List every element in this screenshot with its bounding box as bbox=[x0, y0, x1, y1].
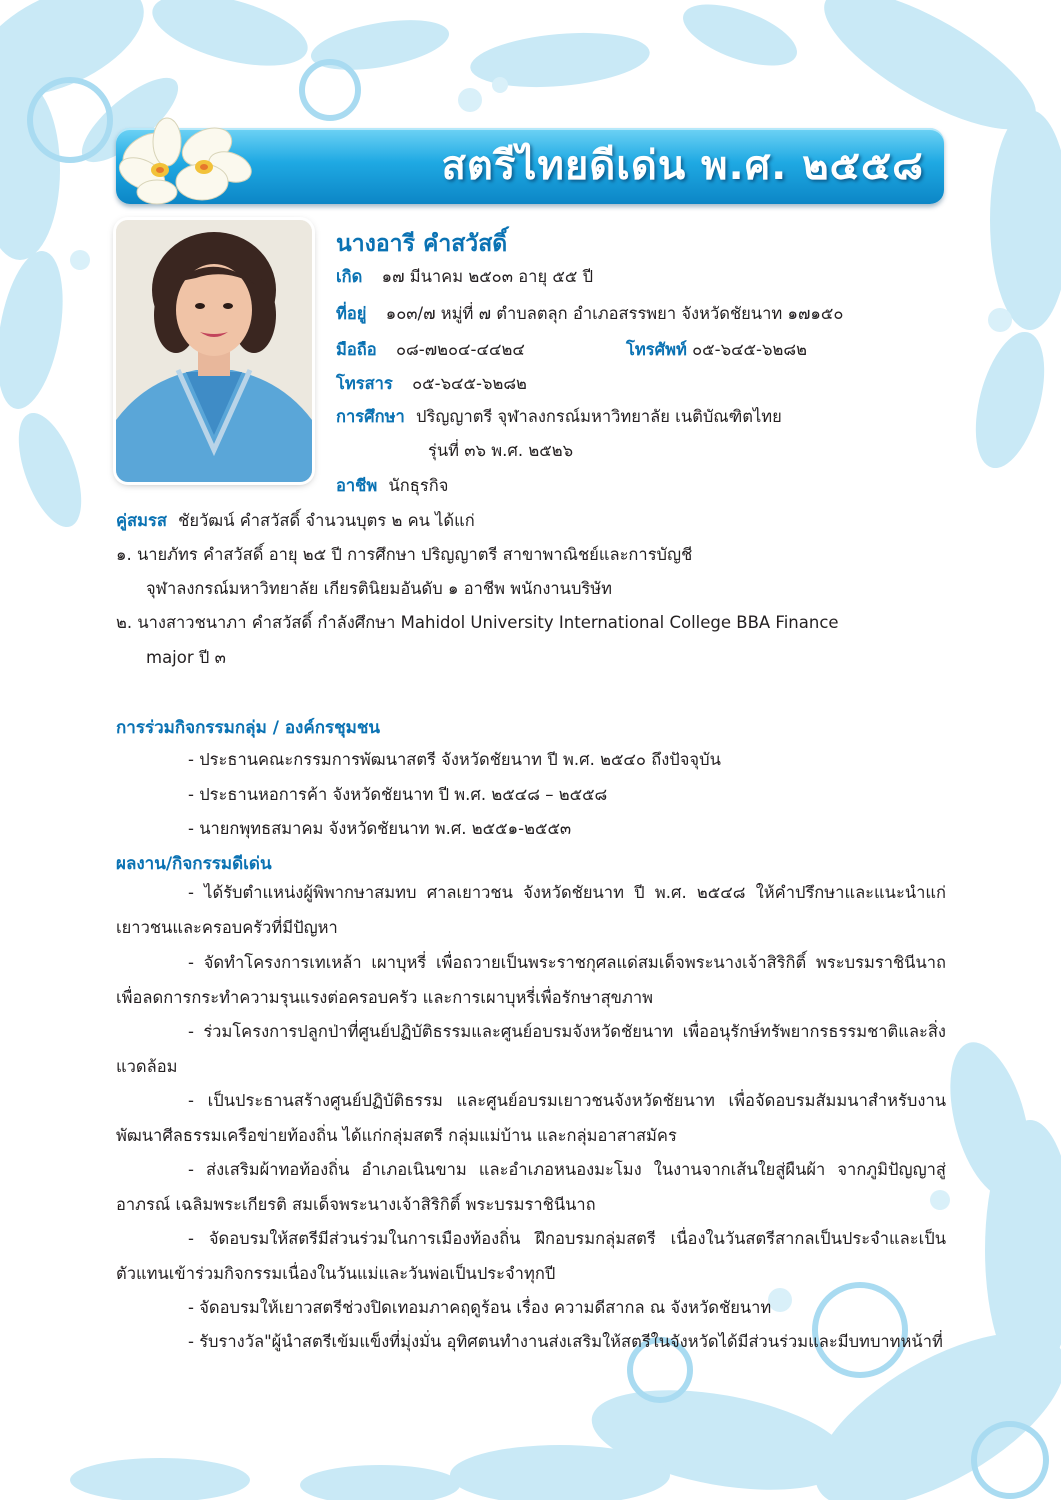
achievement-item: - รับรางวัล"ผู้นำสตรีเข้มแข็งที่มุ่งมั่น อุทิศตนทำงานส่งเสริมให้สตรีในจังหวัดได้มีส่วนร่วมและมีบทบาทหน้าที่ bbox=[188, 1332, 943, 1351]
portrait-photo bbox=[116, 220, 312, 482]
community-heading: การร่วมกิจกรรมกลุ่ม / องค์กรชุมชน bbox=[116, 718, 381, 738]
achievements-heading: ผลงาน/กิจกรรมดีเด่น bbox=[116, 854, 272, 874]
page-title: สตรีไทยดีเด่น พ.ศ. ๒๕๕๘ bbox=[441, 143, 924, 189]
address-row bbox=[336, 302, 843, 326]
fax-row bbox=[336, 372, 527, 396]
fax-label: โทรสาร bbox=[336, 374, 393, 393]
spouse-label: คู่สมรส bbox=[116, 511, 167, 530]
community-item: - นายกพุทธสมาคม จังหวัดชัยนาท พ.ศ. ๒๕๕๑-๒๕๕๓ bbox=[188, 819, 572, 838]
education-label: การศึกษา bbox=[336, 407, 405, 426]
education-value-2: รุ่นที่ ๓๖ พ.ศ. ๒๕๒๖ bbox=[428, 441, 574, 460]
achievement-item: - จัดทำโครงการเทเหล้า เผาบุหรี่ เพื่อถวายเป็นพระราชกุศลแด่สมเด็จพระนางเจ้าสิริกิติ์ พระบรมราชินีนาถ เพื่อลดการกระทำความรุนแรงต่อครอบครัว และการเผาบุหรี่เพื่อรักษาสุขภาพ bbox=[116, 953, 946, 1007]
address-label: ที่อยู่ bbox=[336, 304, 367, 323]
birth-row bbox=[336, 265, 593, 289]
birth-value: ๑๗ มีนาคม ๒๕๐๓ อายุ ๕๕ ปี bbox=[381, 267, 594, 286]
address-value: ๑๐๓/๗ หมู่ที่ ๗ ตำบลตลุก อำเภอสรรพยา จังหวัดชัยนาท ๑๗๑๕๐ bbox=[385, 304, 844, 323]
child-2-line-2: major ปี ๓ bbox=[146, 648, 226, 667]
education-row bbox=[336, 405, 782, 429]
community-item: - ประธานหอการค้า จังหวัดชัยนาท ปี พ.ศ. ๒๕๔๘ – ๒๕๕๘ bbox=[188, 785, 608, 804]
person-name: นางอารี คำสวัสดิ์ bbox=[336, 231, 508, 257]
achievement-item: - ร่วมโครงการปลูกป่าที่ศูนย์ปฏิบัติธรรมและศูนย์อบรมจังหวัดชัยนาท เพื่ออนุรักษ์ทรัพยากรธรรมชาติและสิ่งแวดล้อม bbox=[116, 1022, 946, 1076]
fax-value: ๐๕-๖๔๕-๖๒๘๒ bbox=[412, 374, 527, 393]
mobile-value: ๐๘-๗๒๐๔-๔๔๒๔ bbox=[395, 340, 525, 359]
person-portrait-icon bbox=[116, 220, 312, 482]
achievement-item: - เป็นประธานสร้างศูนย์ปฏิบัติธรรม และศูนย์อบรมเยาวชนจังหวัดชัยนาท เพื่อจัดอบรมสัมมนาสำหรับงานพัฒนาศีลธรรมเครือข่ายท้องถิ่น ได้แก่กลุ่มสตรี กลุ่มแม่บ้าน และกลุ่มอาสาสมัคร bbox=[116, 1091, 946, 1145]
phone-value: ๐๕-๖๔๕-๖๒๘๒ bbox=[692, 340, 807, 359]
education-value-1: ปริญญาตรี จุฬาลงกรณ์มหาวิทยาลัย เนติบัณฑิตไทย bbox=[415, 407, 782, 426]
occupation-label: อาชีพ bbox=[336, 476, 378, 495]
birth-label: เกิด bbox=[336, 267, 363, 286]
phone-row bbox=[626, 338, 807, 362]
spouse-value: ชัยวัฒน์ คำสวัสดิ์ จำนวนบุตร ๒ คน ได้แก่ bbox=[178, 511, 475, 530]
achievement-item: - จัดอบรมให้เยาวสตรีช่วงปิดเทอมภาคฤดูร้อน เรื่อง ความดีสากล ณ จังหวัดชัยนาท bbox=[188, 1298, 772, 1317]
mobile-row bbox=[336, 338, 525, 362]
occupation-value: นักธุรกิจ bbox=[388, 476, 449, 495]
child-1-line-2: จุฬาลงกรณ์มหาวิทยาลัย เกียรตินิยมอันดับ ๑ อาชีพ พนักงานบริษัท bbox=[146, 579, 613, 598]
achievement-item: - ได้รับตำแหน่งผู้พิพากษาสมทบ ศาลเยาวชน จังหวัดชัยนาท ปี พ.ศ. ๒๕๔๘ ให้คำปรึกษาและแนะนำแก่เยาวชนและครอบครัวที่มีปัญหา bbox=[116, 883, 946, 937]
orchid-flower-icon bbox=[112, 112, 252, 212]
achievement-item: - ส่งเสริมผ้าทอท้องถิ่น อำเภอเนินขาม และอำเภอหนองมะโมง ในงานจากเส้นใยสู่ผืนผ้า จากภูมิปัญญาสู่อาภรณ์ เฉลิมพระเกียรติ สมเด็จพระนางเจ้าสิริกิติ์ พระบรมราชินีนาถ bbox=[116, 1160, 946, 1214]
mobile-label: มือถือ bbox=[336, 340, 377, 359]
child-2-line-1: ๒. นางสาวชนาภา คำสวัสดิ์ กำลังศึกษา Mahidol University International College BBA Finance bbox=[116, 613, 839, 632]
community-item: - ประธานคณะกรรมการพัฒนาสตรี จังหวัดชัยนาท ปี พ.ศ. ๒๕๔๐ ถึงปัจจุบัน bbox=[188, 750, 721, 769]
phone-label: โทรศัพท์ bbox=[626, 340, 687, 359]
child-1-line-1: ๑. นายภัทร คำสวัสดิ์ อายุ ๒๕ ปี การศึกษา ปริญญาตรี สาขาพาณิชย์และการบัญชี bbox=[116, 545, 693, 564]
spouse-row bbox=[116, 509, 475, 533]
achievement-item: - จัดอบรมให้สตรีมีส่วนร่วมในการเมืองท้องถิ่น ฝึกอบรมกลุ่มสตรี เนื่องในวันสตรีสากลเป็นประจำและเป็นตัวแทนเข้าร่วมกิจกรรมเนื่องในวันแม่และวันพ่อเป็นประจำทุกปี bbox=[116, 1229, 946, 1283]
occupation-row bbox=[336, 474, 448, 498]
